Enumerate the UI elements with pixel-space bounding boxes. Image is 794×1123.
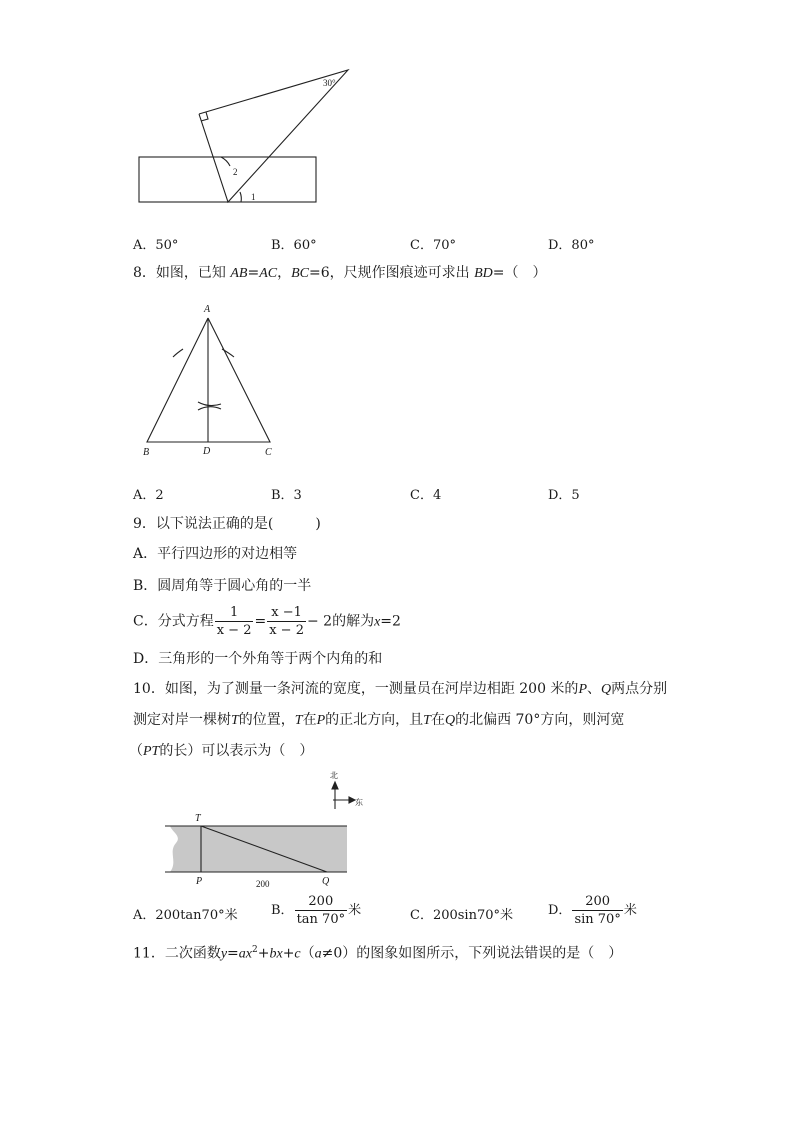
label-t: T <box>195 813 201 824</box>
fraction-200-over-tan70: $\frac{200}{\tan 70^\circ}$ <box>296 894 346 927</box>
compass-east-label: 东 <box>355 798 363 807</box>
q8-option-c: C．4 <box>410 488 442 503</box>
river-band <box>170 826 347 872</box>
q8-option-d: D．5 <box>548 488 580 503</box>
compass-north-label: 北 <box>330 771 338 780</box>
q8-option-b: B．3 <box>271 488 302 503</box>
compass-north-arrow <box>332 782 338 789</box>
q7-option-c: C．70° <box>410 238 456 253</box>
q9-option-c: C．分式方程 $\frac{1}{x - 2}$ = $\frac{x -1}{x - 2}$ − 2的解为x=2 <box>133 605 401 638</box>
q10-option-b: B． $\frac{200}{\tan 70^\circ}$ 米 <box>271 894 362 927</box>
q9-option-d: D．三角形的一个外角等于两个内角的和 <box>133 651 383 667</box>
q10-stem-line-2: 测定对岸一棵树T的位置，T在P的正北方向，且T在Q的北偏西 70°方向，则河宽 <box>133 712 625 728</box>
label-a: A <box>204 304 211 315</box>
q9-stem: 9．以下说法正确的是( ) <box>133 516 321 532</box>
fraction-1-over-x-2: $\frac{1}{x - 2}$ <box>216 605 252 638</box>
q7-option-d: D．80° <box>548 238 595 253</box>
label-q: Q <box>322 876 330 887</box>
label-angle-1: 1 <box>251 192 256 202</box>
q9-option-a: A．平行四边形的对边相等 <box>133 546 298 562</box>
q7-option-a: A．50° <box>133 238 179 253</box>
q10-option-c: C．200sin70°米 <box>410 908 514 923</box>
label-c: C <box>265 447 272 458</box>
q10-stem-line-3: （PT的长）可以表示为（ ） <box>129 743 314 759</box>
label-p: P <box>196 876 203 887</box>
q10-stem-line-1: 10．如图，为了测量一条河流的宽度，一测量员在河岸边相距 200 米的P、Q两点分别 <box>133 681 668 697</box>
q8-stem: 8．如图，已知 AB=AC，BC=6，尺规作图痕迹可求出 BD=（ ） <box>133 265 547 281</box>
label-angle-30: 30° <box>323 78 336 88</box>
q10-option-d: D． $\frac{200}{\sin 70^\circ}$ 米 <box>548 894 637 927</box>
label-angle-2: 2 <box>233 167 238 177</box>
label-b: B <box>143 447 150 458</box>
q8-option-a: A．2 <box>133 488 164 503</box>
label-distance-200: 200 <box>256 879 270 889</box>
fraction-200-over-sin70: $\frac{200}{\sin 70^\circ}$ <box>574 894 621 927</box>
q7-option-b: B．60° <box>271 238 317 253</box>
q10-option-a: A．200tan70°米 <box>133 908 238 923</box>
fraction-x-1-over-x-2: $\frac{x -1}{x - 2}$ <box>269 605 304 638</box>
label-d: D <box>203 446 211 457</box>
q11-stem: 11．二次函数$y=ax^2+bx+c(a\ne 0)$的图象如图所示，下列说法错误的是（ ） <box>133 945 623 962</box>
q9-option-b: B．圆周角等于圆心角的一半 <box>133 578 312 594</box>
